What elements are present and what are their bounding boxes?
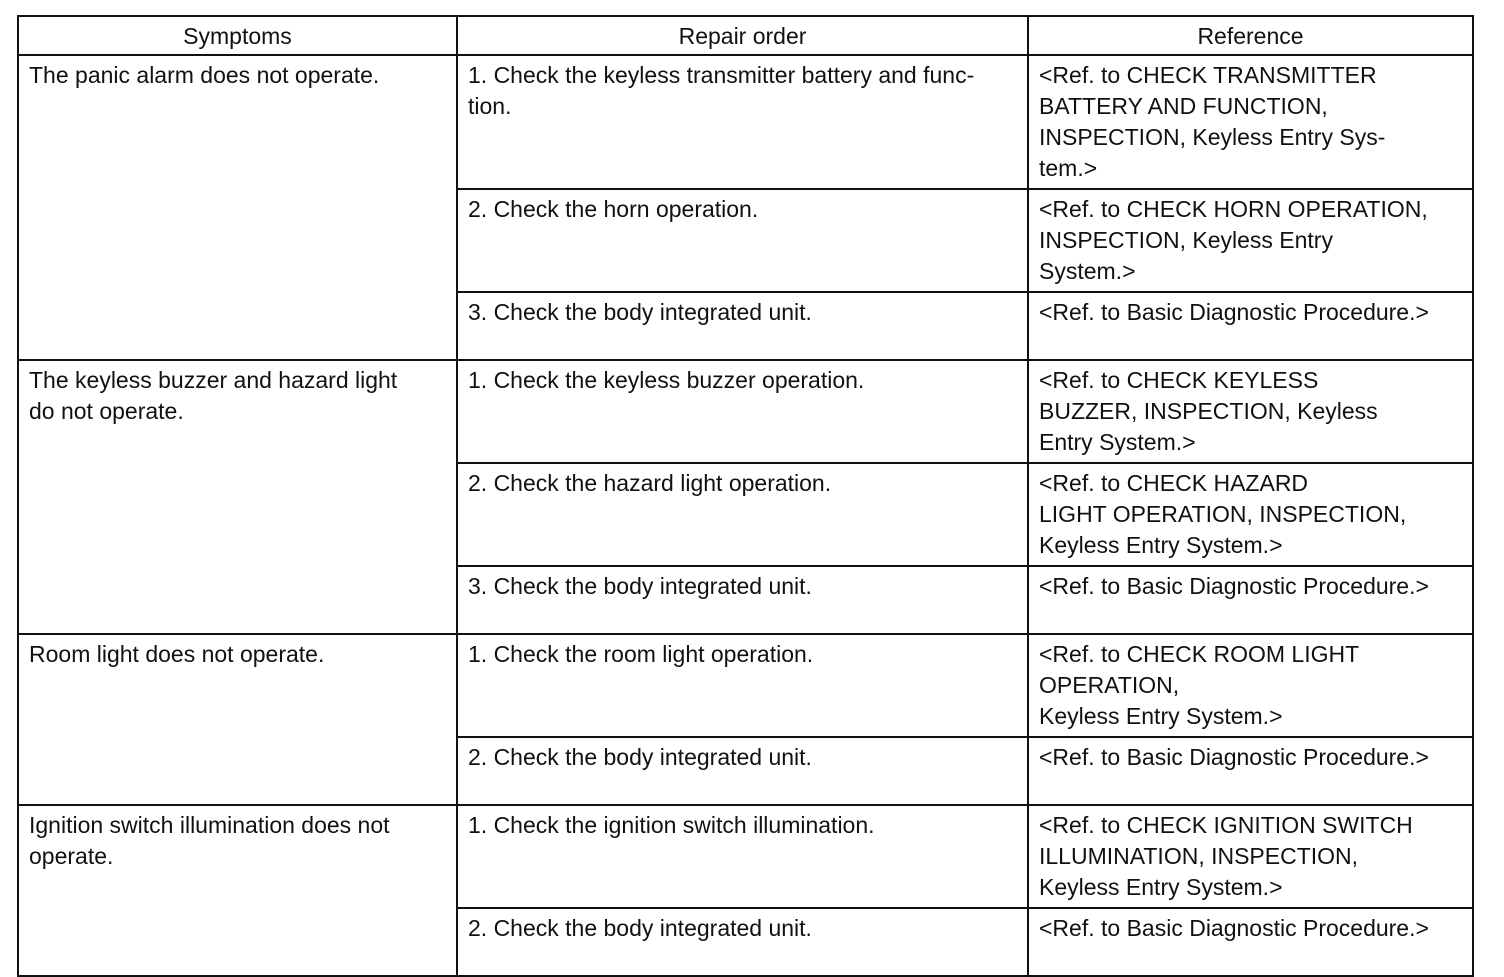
repair-text: 1. Check the keyless buzzer operation.	[468, 367, 865, 393]
header-reference: Reference	[1028, 16, 1473, 55]
header-row	[18, 16, 1473, 55]
symptom-text: The keyless buzzer and hazard light do not operate.	[29, 367, 398, 424]
reference-cell	[1028, 360, 1473, 463]
repair-text: 2. Check the body integrated unit.	[468, 744, 812, 770]
symptom-cell	[18, 360, 457, 634]
reference-cell	[1028, 634, 1473, 737]
reference-cell	[1028, 463, 1473, 566]
symptom-text: Ignition switch illumination does not operate.	[29, 812, 390, 869]
header-symptoms: Symptoms	[18, 16, 457, 55]
table-row	[18, 634, 1473, 737]
reference-text: <Ref. to Basic Diagnostic Procedure.>	[1039, 299, 1429, 325]
symptom-text: Room light does not operate.	[29, 641, 325, 667]
reference-text: <Ref. to Basic Diagnostic Procedure.>	[1039, 915, 1429, 941]
reference-cell	[1028, 805, 1473, 908]
reference-cell	[1028, 908, 1473, 976]
repair-cell	[457, 634, 1028, 737]
reference-text: <Ref. to CHECK ROOM LIGHT OPERATION, Keyless Entry System.>	[1039, 641, 1360, 729]
repair-cell	[457, 908, 1028, 976]
reference-text: <Ref. to CHECK HORN OPERATION, INSPECTION, Keyless Entry System.>	[1039, 196, 1428, 284]
reference-text: <Ref. to Basic Diagnostic Procedure.>	[1039, 573, 1429, 599]
repair-text: 1. Check the keyless transmitter battery and func- tion.	[468, 62, 975, 119]
diagnosis-table	[17, 15, 1474, 977]
repair-text: 3. Check the body integrated unit.	[468, 299, 812, 325]
header-repair-order: Repair order	[457, 16, 1028, 55]
symptom-cell	[18, 805, 457, 976]
reference-text: <Ref. to Basic Diagnostic Procedure.>	[1039, 744, 1429, 770]
symptom-cell	[18, 634, 457, 805]
repair-cell	[457, 463, 1028, 566]
reference-text: <Ref. to CHECK HAZARD LIGHT OPERATION, INSPECTION, Keyless Entry System.>	[1039, 470, 1407, 558]
reference-text: <Ref. to CHECK IGNITION SWITCH ILLUMINATION, INSPECTION, Keyless Entry System.>	[1039, 812, 1413, 900]
table-row	[18, 360, 1473, 463]
symptom-cell	[18, 55, 457, 360]
repair-cell	[457, 360, 1028, 463]
reference-text: <Ref. to CHECK KEYLESS BUZZER, INSPECTION, Keyless Entry System.>	[1039, 367, 1378, 455]
reference-cell	[1028, 566, 1473, 634]
table-row	[18, 55, 1473, 189]
repair-cell	[457, 292, 1028, 360]
repair-text: 3. Check the body integrated unit.	[468, 573, 812, 599]
repair-cell	[457, 189, 1028, 292]
repair-text: 1. Check the room light operation.	[468, 641, 814, 667]
repair-text: 2. Check the hazard light operation.	[468, 470, 832, 496]
reference-cell	[1028, 292, 1473, 360]
reference-cell	[1028, 55, 1473, 189]
repair-text: 1. Check the ignition switch illumination.	[468, 812, 875, 838]
repair-text: 2. Check the horn operation.	[468, 196, 759, 222]
reference-cell	[1028, 189, 1473, 292]
repair-cell	[457, 737, 1028, 805]
repair-cell	[457, 55, 1028, 189]
reference-cell	[1028, 737, 1473, 805]
repair-cell	[457, 805, 1028, 908]
repair-text: 2. Check the body integrated unit.	[468, 915, 812, 941]
repair-cell	[457, 566, 1028, 634]
symptom-text: The panic alarm does not operate.	[29, 62, 380, 88]
table-row	[18, 805, 1473, 908]
reference-text: <Ref. to CHECK TRANSMITTER BATTERY AND FUNCTION, INSPECTION, Keyless Entry Sys- tem.>	[1039, 62, 1386, 181]
